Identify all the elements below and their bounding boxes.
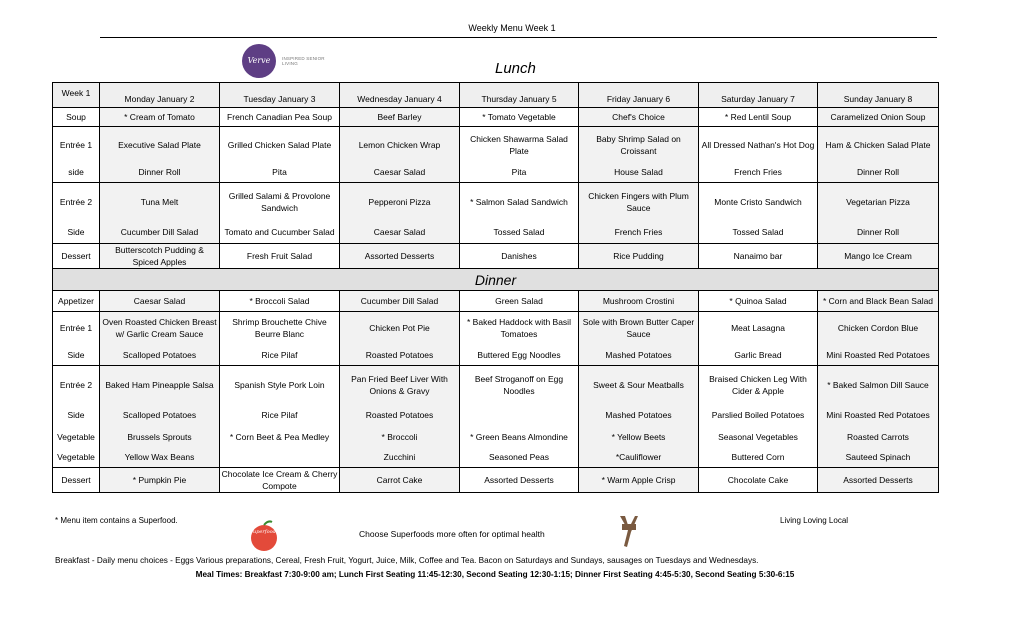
day-header: Wednesday January 4	[340, 83, 460, 108]
dinner-entree2-row	[53, 366, 939, 404]
lunch-side2-row	[53, 221, 939, 244]
course-label: Entrée 1	[53, 127, 100, 163]
menu-item: Beef Barley	[340, 108, 460, 127]
menu-item: Executive Salad Plate	[100, 127, 220, 163]
course-label: Dessert	[53, 244, 100, 269]
menu-item: Lemon Chicken Wrap	[340, 127, 460, 163]
menu-item: Cucumber Dill Salad	[340, 291, 460, 312]
dinner-veg1-row	[53, 427, 939, 448]
menu-item: Chicken Shawarma Salad Plate	[460, 127, 579, 163]
menu-item: Seasonal Vegetables	[699, 427, 818, 448]
menu-item: Roasted Potatoes	[340, 404, 460, 427]
menu-item: Spanish Style Pork Loin	[220, 366, 340, 404]
day-header: Tuesday January 3	[220, 83, 340, 108]
menu-item: * Tomato Vegetable	[460, 108, 579, 127]
course-label: Dessert	[53, 468, 100, 493]
menu-item: Monte Cristo Sandwich	[699, 183, 818, 221]
day-header: Sunday January 8	[818, 83, 939, 108]
menu-item: Baked Ham Pineapple Salsa	[100, 366, 220, 404]
menu-item: Oven Roasted Chicken Breast w/ Garlic Cream Sauce	[100, 312, 220, 345]
dinner-side2-row	[53, 404, 939, 427]
menu-item: * Baked Haddock with Basil Tomatoes	[460, 312, 579, 345]
weekly-menu-table	[52, 82, 939, 493]
choose-superfoods-note: Choose Superfoods more often for optimal health	[359, 529, 545, 539]
menu-item: Pan Fried Beef Liver With Onions & Gravy	[340, 366, 460, 404]
menu-item: Braised Chicken Leg With Cider & Apple	[699, 366, 818, 404]
menu-item: * Broccoli Salad	[220, 291, 340, 312]
menu-item: French Fries	[699, 163, 818, 183]
menu-item: Dinner Roll	[100, 163, 220, 183]
menu-item: Mashed Potatoes	[579, 404, 699, 427]
menu-item: * Green Beans Almondine	[460, 427, 579, 448]
menu-item: Tossed Salad	[699, 221, 818, 244]
course-label: side	[53, 163, 100, 183]
course-label: Entrée 1	[53, 312, 100, 345]
menu-item: Carrot Cake	[340, 468, 460, 493]
menu-item: * Cream of Tomato	[100, 108, 220, 127]
menu-item: Mini Roasted Red Potatoes	[818, 345, 939, 366]
menu-item: * Corn Beet & Pea Medley	[220, 427, 340, 448]
menu-item: * Salmon Salad Sandwich	[460, 183, 579, 221]
menu-item: * Baked Salmon Dill Sauce	[818, 366, 939, 404]
menu-item: Caramelized Onion Soup	[818, 108, 939, 127]
menu-item: Assorted Desserts	[340, 244, 460, 269]
menu-item: * Corn and Black Bean Salad	[818, 291, 939, 312]
menu-item: Chef's Choice	[579, 108, 699, 127]
menu-item: Rice Pudding	[579, 244, 699, 269]
menu-item: Nanaimo bar	[699, 244, 818, 269]
menu-item: Roasted Carrots	[818, 427, 939, 448]
menu-item: Garlic Bread	[699, 345, 818, 366]
fork-knife-icon	[618, 514, 640, 548]
menu-item	[460, 404, 579, 427]
menu-item: Shrimp Brouchette Chive Beurre Blanc	[220, 312, 340, 345]
menu-item: * Broccoli	[340, 427, 460, 448]
menu-item: Grilled Chicken Salad Plate	[220, 127, 340, 163]
dinner-side1-row	[53, 345, 939, 366]
menu-item: Danishes	[460, 244, 579, 269]
menu-item: Beef Stroganoff on Egg Noodles	[460, 366, 579, 404]
menu-item: Butterscotch Pudding & Spiced Apples	[100, 244, 220, 269]
menu-item: Chocolate Cake	[699, 468, 818, 493]
menu-item: All Dressed Nathan's Hot Dog	[699, 127, 818, 163]
day-header-row	[53, 83, 939, 108]
course-label: Soup	[53, 108, 100, 127]
menu-item: Sweet & Sour Meatballs	[579, 366, 699, 404]
lunch-dessert-row	[53, 244, 939, 269]
menu-item: *Cauliflower	[579, 448, 699, 468]
course-label: Entrée 2	[53, 183, 100, 221]
menu-item	[220, 448, 340, 468]
menu-item: Caesar Salad	[340, 221, 460, 244]
dinner-heading: Dinner	[53, 269, 939, 291]
menu-item: Rice Pilaf	[220, 345, 340, 366]
menu-item: Caesar Salad	[100, 291, 220, 312]
menu-item: Zucchini	[340, 448, 460, 468]
menu-item: Assorted Desserts	[460, 468, 579, 493]
breakfast-note: Breakfast - Daily menu choices - Eggs Various preparations, Cereal, Fresh Fruit, Yogurt, Juice, Milk, Coffee and Tea. Bacon on Saturdays and Sundays, sausages on Tuesdays and Wednesdays.	[55, 556, 759, 565]
lunch-soup-row	[53, 108, 939, 127]
menu-item: Brussels Sprouts	[100, 427, 220, 448]
menu-item: Meat Lasagna	[699, 312, 818, 345]
menu-item: Roasted Potatoes	[340, 345, 460, 366]
superfoods-logo	[247, 519, 281, 553]
week-label: Week 1	[53, 83, 100, 108]
menu-item: * Red Lentil Soup	[699, 108, 818, 127]
course-label: Side	[53, 221, 100, 244]
verve-logo-tagline: INSPIRED SENIOR LIVING	[282, 56, 325, 66]
dinner-veg2-row	[53, 448, 939, 468]
title-rule	[100, 37, 937, 38]
menu-item: Mango Ice Cream	[818, 244, 939, 269]
menu-item: * Yellow Beets	[579, 427, 699, 448]
menu-item: Pita	[460, 163, 579, 183]
menu-item: * Pumpkin Pie	[100, 468, 220, 493]
page-title: Weekly Menu Week 1	[468, 23, 556, 33]
menu-item: Tomato and Cucumber Salad	[220, 221, 340, 244]
menu-item: Yellow Wax Beans	[100, 448, 220, 468]
course-label: Vegetable	[53, 427, 100, 448]
menu-item: Buttered Corn	[699, 448, 818, 468]
menu-item: Vegetarian Pizza	[818, 183, 939, 221]
menu-item: Assorted Desserts	[818, 468, 939, 493]
superfoods-logo-text: Superfoods	[249, 529, 279, 535]
menu-item: Baby Shrimp Salad on Croissant	[579, 127, 699, 163]
menu-item: Sole with Brown Butter Caper Sauce	[579, 312, 699, 345]
menu-item: Mini Roasted Red Potatoes	[818, 404, 939, 427]
menu-item: Rice Pilaf	[220, 404, 340, 427]
course-label: Side	[53, 404, 100, 427]
menu-item: French Canadian Pea Soup	[220, 108, 340, 127]
day-header: Saturday January 7	[699, 83, 818, 108]
verve-logo-mark: Verve	[242, 44, 276, 78]
menu-item: Green Salad	[460, 291, 579, 312]
menu-item: Pepperoni Pizza	[340, 183, 460, 221]
course-label: Appetizer	[53, 291, 100, 312]
menu-item: * Warm Apple Crisp	[579, 468, 699, 493]
menu-item: House Salad	[579, 163, 699, 183]
menu-item: Mushroom Crostini	[579, 291, 699, 312]
menu-item: Pita	[220, 163, 340, 183]
menu-item: Tossed Salad	[460, 221, 579, 244]
menu-item: Dinner Roll	[818, 221, 939, 244]
menu-item: Scalloped Potatoes	[100, 404, 220, 427]
menu-item: Scalloped Potatoes	[100, 345, 220, 366]
superfood-note: * Menu item contains a Superfood.	[55, 516, 178, 525]
verve-logo	[242, 44, 342, 78]
menu-item: * Quinoa Salad	[699, 291, 818, 312]
menu-item: Grilled Salami & Provolone Sandwich	[220, 183, 340, 221]
day-header: Friday January 6	[579, 83, 699, 108]
course-label: Side	[53, 345, 100, 366]
dinner-appetizer-row	[53, 291, 939, 312]
course-label: Vegetable	[53, 448, 100, 468]
menu-item: Caesar Salad	[340, 163, 460, 183]
day-header: Monday January 2	[100, 83, 220, 108]
dinner-entree1-row	[53, 312, 939, 345]
menu-item: Dinner Roll	[818, 163, 939, 183]
menu-item: Chicken Fingers with Plum Sauce	[579, 183, 699, 221]
lunch-heading: Lunch	[495, 60, 536, 77]
lunch-entree1-row	[53, 127, 939, 163]
menu-item: Fresh Fruit Salad	[220, 244, 340, 269]
meal-times: Meal Times: Breakfast 7:30-9:00 am; Lunch First Seating 11:45-12:30, Second Seating 12:30-1:15; Dinner First Seating 4:45-5:30, Second Seating 5:30-6:15	[195, 570, 795, 579]
menu-item: Sauteed Spinach	[818, 448, 939, 468]
lunch-side1-row	[53, 163, 939, 183]
menu-item: Mashed Potatoes	[579, 345, 699, 366]
menu-item: Seasoned Peas	[460, 448, 579, 468]
dinner-dessert-row	[53, 468, 939, 493]
menu-item: Parslied Boiled Potatoes	[699, 404, 818, 427]
menu-item: Buttered Egg Noodles	[460, 345, 579, 366]
course-label: Entrée 2	[53, 366, 100, 404]
menu-item: Chocolate Ice Cream & Cherry Compote	[220, 468, 340, 493]
menu-item: Tuna Melt	[100, 183, 220, 221]
living-local-note: Living Loving Local	[780, 516, 849, 525]
menu-item: Ham & Chicken Salad Plate	[818, 127, 939, 163]
lunch-entree2-row	[53, 183, 939, 221]
dinner-band	[53, 269, 939, 291]
menu-item: Chicken Pot Pie	[340, 312, 460, 345]
menu-item: Chicken Cordon Blue	[818, 312, 939, 345]
menu-item: Cucumber Dill Salad	[100, 221, 220, 244]
day-header: Thursday January 5	[460, 83, 579, 108]
menu-item: French Fries	[579, 221, 699, 244]
